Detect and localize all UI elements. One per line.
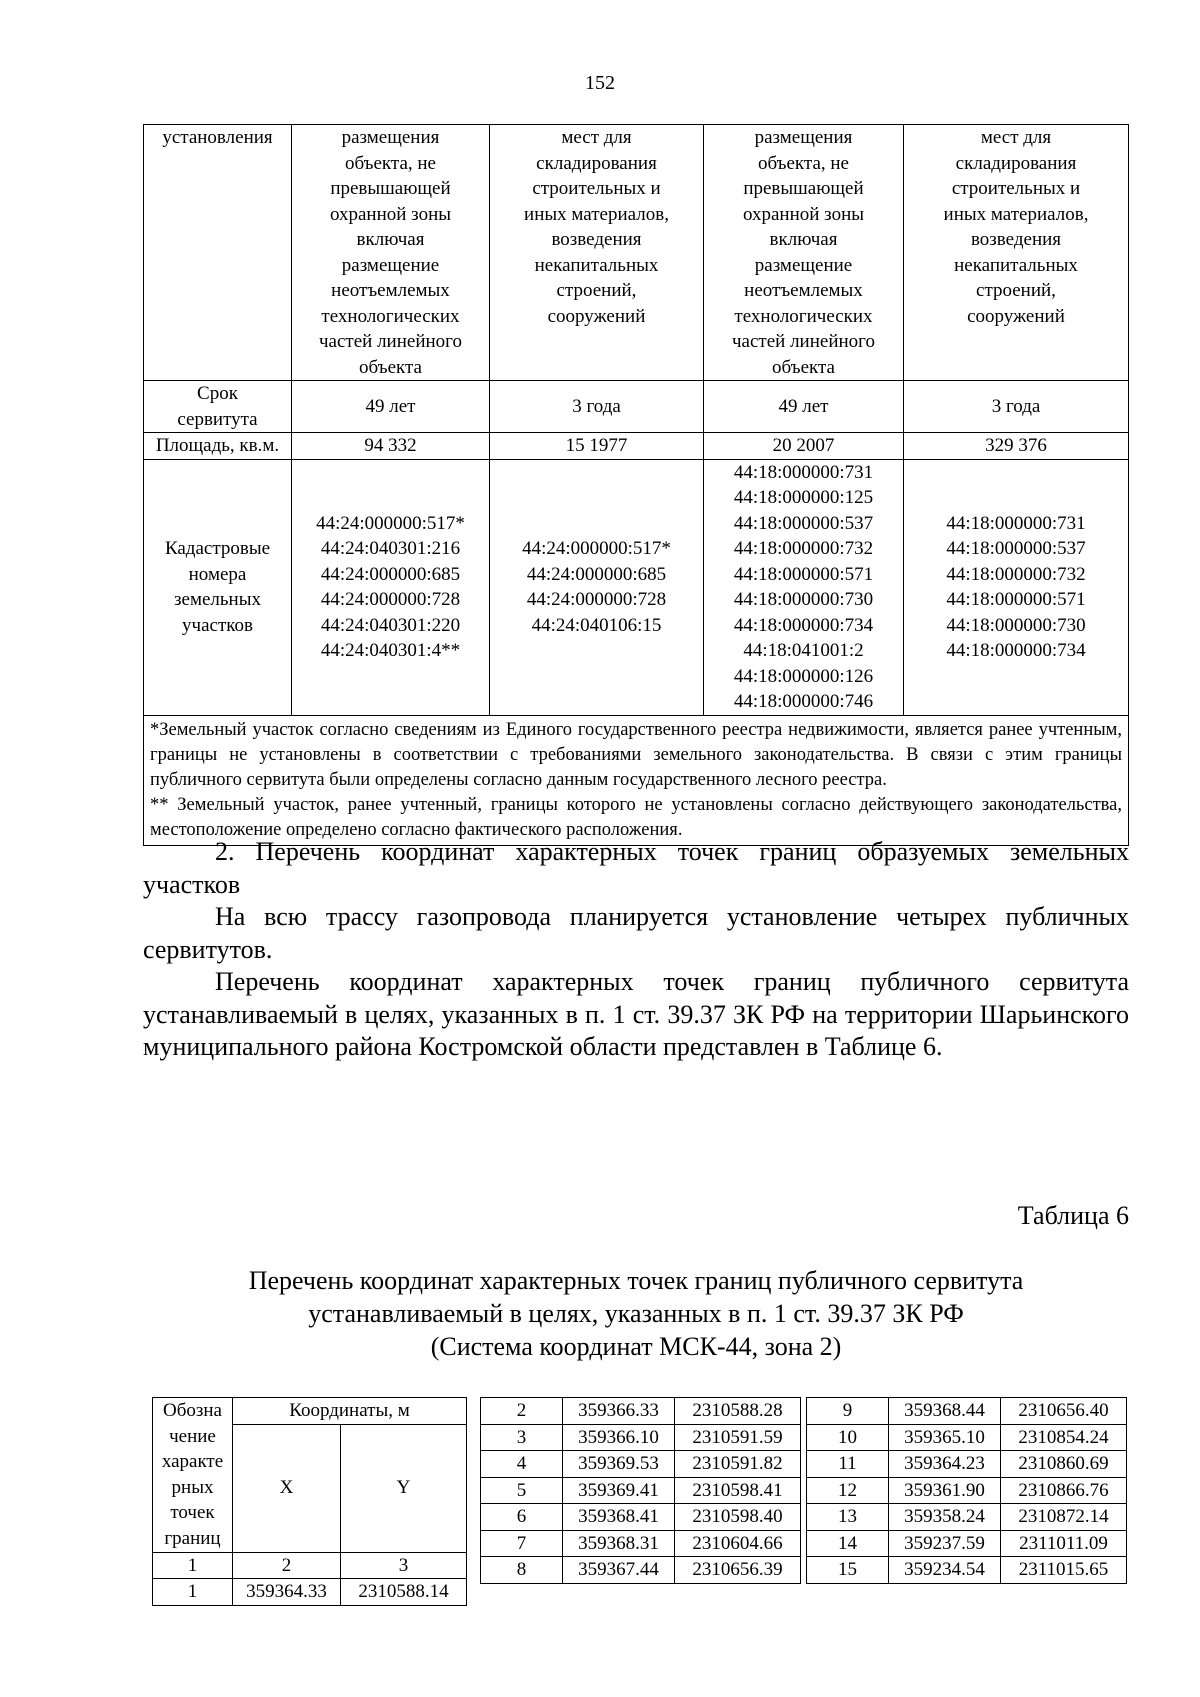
table-row — [481, 1504, 801, 1531]
term-value: 3 года — [490, 381, 704, 433]
paragraph: На всю трассу газопровода планируется установление четырех публичных сервитутов. — [143, 902, 1129, 964]
cell-line: размещения — [341, 127, 440, 148]
cell-line: возведения — [551, 229, 642, 250]
table-row — [481, 1477, 801, 1504]
point-number: 6 — [481, 1504, 563, 1531]
x-value: 359368.31 — [563, 1530, 675, 1557]
cell-line: 44:24:000000:728 — [526, 589, 667, 610]
term-value: 49 лет — [704, 381, 904, 433]
point-number: 12 — [807, 1477, 889, 1504]
cell-line: объекта, не — [344, 152, 436, 174]
point-number: 9 — [807, 1398, 889, 1425]
x-value: 359366.10 — [563, 1424, 675, 1451]
x-value: 359369.53 — [563, 1451, 675, 1478]
column-number: 2 — [233, 1552, 341, 1579]
cell-line: 44:24:040301:216 — [320, 538, 461, 559]
x-value: 359368.44 — [889, 1398, 1001, 1425]
cell-line: охранной зоны — [329, 203, 452, 225]
cell-line: участков — [182, 614, 253, 636]
y-value: 2310591.82 — [675, 1451, 801, 1478]
cell-line: 44:24:000000:685 — [320, 563, 461, 585]
cell-line: иных материалов, — [943, 203, 1089, 225]
y-header: Y — [341, 1424, 467, 1552]
cadastral-list — [704, 459, 904, 715]
cell-line: объекта — [772, 356, 835, 378]
cell-line: строительных и — [532, 178, 661, 199]
cadastral-label — [144, 459, 292, 715]
cell-line: складирования — [536, 152, 657, 174]
area-value: 329 376 — [904, 433, 1129, 460]
area-label: Площадь, кв.м. — [144, 433, 292, 460]
body-text — [143, 836, 1129, 1064]
cell-line: 44:18:000000:731 — [733, 461, 874, 483]
cell-line: неотъемлемых — [331, 280, 450, 301]
cell-line: частей линейного — [319, 331, 462, 352]
cell-line: размещения — [754, 127, 853, 148]
table-caption — [143, 1264, 1129, 1363]
cell-line: технологических — [321, 305, 460, 327]
cell-line: сооружений — [967, 305, 1065, 327]
table-row — [807, 1530, 1127, 1557]
cell-line: 44:18:041001:2 — [743, 640, 864, 661]
term-label — [144, 381, 292, 433]
cell-line: технологических — [734, 305, 873, 327]
cell-line: сооружений — [547, 305, 646, 327]
cadastral-list — [292, 459, 490, 715]
point-number: 1 — [153, 1579, 233, 1606]
cell-line: строений, — [976, 280, 1056, 301]
y-value: 2310598.41 — [675, 1477, 801, 1504]
cadastral-list — [490, 459, 704, 715]
cell-line: 44:18:000000:125 — [733, 487, 874, 508]
y-value: 2311015.65 — [1001, 1557, 1127, 1584]
table-row — [807, 1477, 1127, 1504]
term-value: 3 года — [904, 381, 1129, 433]
table-row — [153, 1579, 467, 1606]
point-header — [153, 1398, 233, 1553]
cell-line: 44:18:000000:746 — [733, 691, 874, 712]
table-row — [807, 1451, 1127, 1478]
point-number: 4 — [481, 1451, 563, 1478]
cell-line: строений, — [556, 280, 637, 301]
header-cell — [490, 125, 704, 381]
header-cell — [704, 125, 904, 381]
y-value: 2310588.28 — [675, 1398, 801, 1425]
cell-line: 44:18:000000:537 — [946, 538, 1086, 559]
coords-header: Координаты, м — [233, 1398, 467, 1425]
cell-line: характе — [161, 1451, 224, 1473]
cell-line: Кадастровые — [164, 538, 271, 559]
cell-line: 44:24:000000:685 — [526, 563, 667, 585]
table-row — [807, 1504, 1127, 1531]
y-value: 2310860.69 — [1001, 1451, 1127, 1478]
cell-line: 44:18:000000:571 — [733, 563, 874, 585]
header-cell — [292, 125, 490, 381]
cell-line: объекта, не — [757, 152, 849, 174]
cell-line: 44:18:000000:537 — [733, 512, 874, 534]
y-value: 2310872.14 — [1001, 1504, 1127, 1531]
cell-line: 44:24:000000:517* — [316, 512, 465, 534]
cell-line: мест для — [561, 127, 632, 148]
header-cell — [904, 125, 1129, 381]
cell-line: превышающей — [330, 178, 451, 199]
point-number: 14 — [807, 1530, 889, 1557]
cell-line: превышающей — [743, 178, 864, 199]
cell-line: земельных — [174, 589, 261, 610]
table-label: Таблица 6 — [1017, 1201, 1129, 1230]
page-number: 152 — [585, 72, 615, 94]
point-number: 5 — [481, 1477, 563, 1504]
y-value: 2310866.76 — [1001, 1477, 1127, 1504]
cell-line: неотъемлемых — [744, 280, 863, 301]
numbering-row — [153, 1552, 467, 1579]
cell-line: 44:24:000000:728 — [320, 589, 461, 610]
table-row — [481, 1451, 801, 1478]
x-value: 359367.44 — [563, 1557, 675, 1584]
area-value: 94 332 — [292, 433, 490, 460]
cell-line: 44:18:000000:731 — [946, 512, 1086, 534]
x-value: 359234.54 — [889, 1557, 1001, 1584]
paragraph: Перечень координат характерных точек границ публичного сервитута устанавливаемый в целях, указанных в п. 1 ст. 39.37 ЗК РФ на территории Шарьинского муниципального района Костромской области представлен в Таблице 6. — [143, 967, 1129, 1061]
x-value: 359368.41 — [563, 1504, 675, 1531]
x-value: 359364.33 — [233, 1579, 341, 1606]
y-value: 2311011.09 — [1001, 1530, 1127, 1557]
cell-line: 44:18:000000:734 — [733, 614, 874, 636]
cell-line: 44:24:040301:220 — [320, 614, 461, 636]
cell-line: включая — [356, 229, 425, 250]
coordinates-table-part-1 — [152, 1397, 467, 1606]
table-row — [807, 1424, 1127, 1451]
y-value: 2310656.40 — [1001, 1398, 1127, 1425]
cadastral-row — [144, 459, 1129, 715]
y-value: 2310656.39 — [675, 1557, 801, 1584]
x-value: 359237.59 — [889, 1530, 1001, 1557]
term-row — [144, 381, 1129, 433]
table-row — [481, 1424, 801, 1451]
table-row — [807, 1557, 1127, 1584]
x-value: 359361.90 — [889, 1477, 1001, 1504]
footnote-1: *Земельный участок согласно сведениям из Единого государственного реестра недвижимости, является ранее учтенным, границы не установлены в соответствии с требованиями земельного законодательства. В связи с этим границы публичного сервитута были определены согласно данным государственного лесного реестра. — [150, 719, 1122, 790]
cell-line: сервитута — [177, 408, 258, 430]
cell-line: размещение — [754, 254, 853, 276]
cell-line: номера — [188, 563, 247, 585]
notes-row — [144, 715, 1129, 845]
cell-line: мест для — [980, 127, 1052, 148]
x-header: X — [233, 1424, 341, 1552]
cell-line: размещение — [341, 254, 440, 276]
y-value: 2310854.24 — [1001, 1424, 1127, 1451]
table-row — [807, 1398, 1127, 1425]
coordinates-table-part-3 — [806, 1397, 1127, 1584]
y-value: 2310588.14 — [341, 1579, 467, 1606]
column-number: 3 — [341, 1552, 467, 1579]
x-value: 359366.33 — [563, 1398, 675, 1425]
cell-line: иных материалов, — [524, 203, 669, 225]
area-row — [144, 433, 1129, 460]
point-number: 8 — [481, 1557, 563, 1584]
cell-line: 44:24:040301:4** — [320, 640, 461, 661]
caption-line: Перечень координат характерных точек границ публичного сервитута — [248, 1266, 1024, 1295]
cell-line: 44:24:040106:15 — [531, 614, 662, 636]
footnote-2: ** Земельный участок, ранее учтенный, границы которого не установлены согласно действующего законодательства, местоположение определено согласно фактического расположения. — [150, 794, 1122, 840]
cell-line: 44:18:000000:732 — [733, 538, 874, 559]
cell-line: 44:24:000000:517* — [522, 538, 671, 559]
table-row — [481, 1530, 801, 1557]
cell-line: некапитальных — [954, 254, 1078, 276]
header-row — [144, 125, 1129, 381]
cell-line: возведения — [970, 229, 1062, 250]
table-row — [481, 1398, 801, 1425]
cell-line: включая — [769, 229, 838, 250]
x-value: 359365.10 — [889, 1424, 1001, 1451]
paragraph: 2. Перечень координат характерных точек границ образуемых земельных участков — [143, 837, 1129, 899]
cell-line: складирования — [955, 152, 1077, 174]
y-value: 2310598.40 — [675, 1504, 801, 1531]
cell-line: охранной зоны — [742, 203, 865, 225]
point-number: 15 — [807, 1557, 889, 1584]
x-value: 359358.24 — [889, 1504, 1001, 1531]
point-number: 10 — [807, 1424, 889, 1451]
caption-line: устанавливаемый в целях, указанных в п. 1 ст. 39.37 ЗК РФ — [308, 1299, 964, 1328]
cell-line: частей линейного — [732, 331, 875, 352]
cell-line: строительных и — [951, 178, 1081, 199]
point-number: 2 — [481, 1398, 563, 1425]
cadastral-list — [904, 459, 1129, 715]
y-value: 2310591.59 — [675, 1424, 801, 1451]
caption-line: (Система координат МСК-44, зона 2) — [430, 1332, 842, 1361]
area-value: 20 2007 — [704, 433, 904, 460]
cell-line: 44:18:000000:734 — [946, 640, 1086, 661]
cell-line: рных — [171, 1476, 214, 1498]
cell-line: точек — [170, 1502, 215, 1524]
y-value: 2310604.66 — [675, 1530, 801, 1557]
cell-line: 44:18:000000:732 — [946, 563, 1086, 585]
area-value: 15 1977 — [490, 433, 704, 460]
cell-line: 44:18:000000:126 — [733, 665, 874, 687]
cell-line: Срок — [197, 383, 238, 404]
cell-line: Обозна — [163, 1400, 222, 1422]
cell-line: объекта — [359, 356, 422, 378]
term-value: 49 лет — [292, 381, 490, 433]
coordinates-table-part-2 — [480, 1397, 801, 1584]
cell-line: границ — [164, 1527, 221, 1549]
cell-line: 44:18:000000:730 — [946, 614, 1086, 636]
header-cell: установления — [144, 125, 292, 381]
x-value: 359364.23 — [889, 1451, 1001, 1478]
column-number: 1 — [153, 1552, 233, 1579]
cell-line: чение — [169, 1425, 216, 1447]
cell-line: некапитальных — [534, 254, 659, 276]
footnotes — [144, 715, 1129, 845]
table-row — [481, 1557, 801, 1584]
point-number: 7 — [481, 1530, 563, 1557]
cell-line: 44:18:000000:730 — [733, 589, 874, 610]
point-number: 11 — [807, 1451, 889, 1478]
cell-line: 44:18:000000:571 — [946, 589, 1086, 610]
servitude-table — [143, 124, 1129, 846]
point-number: 3 — [481, 1424, 563, 1451]
point-number: 13 — [807, 1504, 889, 1531]
x-value: 359369.41 — [563, 1477, 675, 1504]
